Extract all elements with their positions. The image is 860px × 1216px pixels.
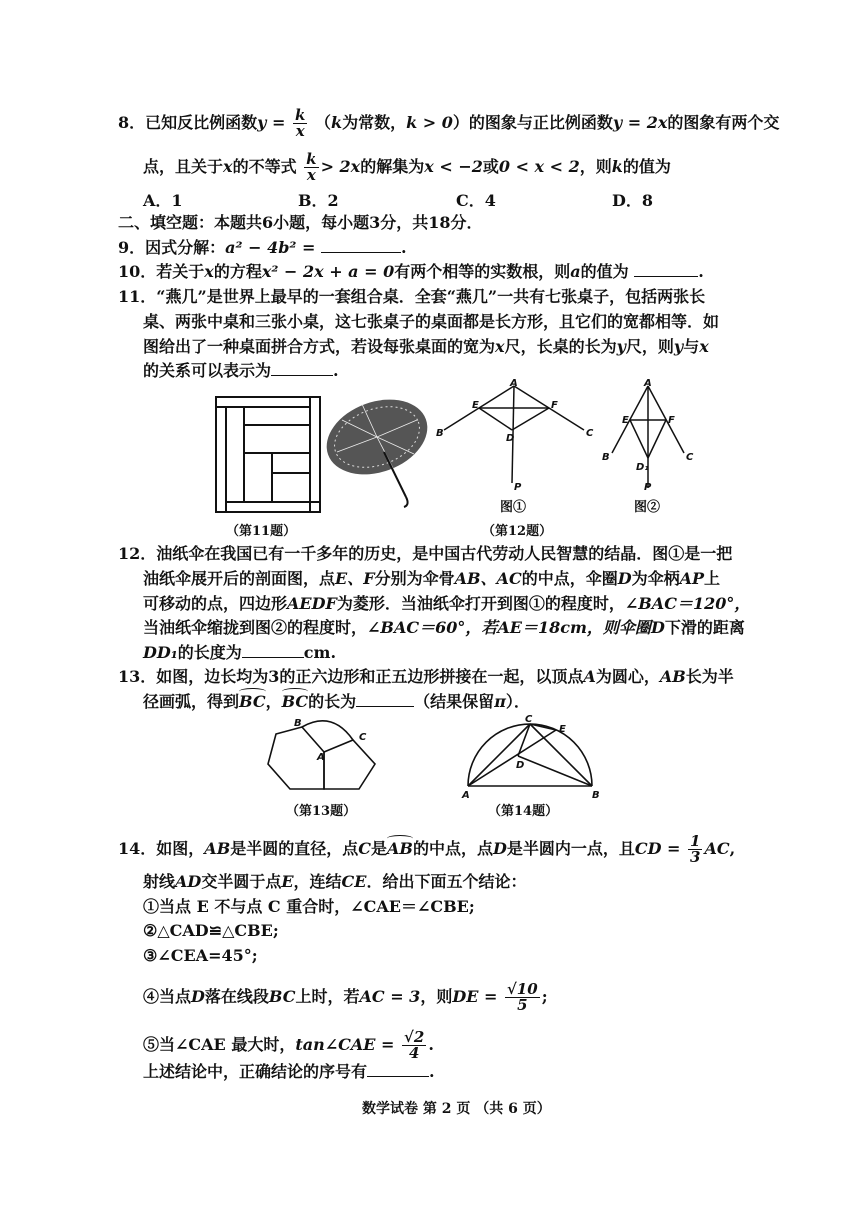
page-footer: 数学试卷 第 2 页 （共 6 页） (362, 1101, 551, 1117)
arc-bc: BC (239, 692, 266, 711)
q14-conclusion-5: ⑤当∠CAE 最大时，tan∠CAE = $\frac{√2}{4}$ . (143, 1028, 434, 1062)
q11-line1: 11．“燕几”是世界上最早的一套组合桌．全套“燕几”一共有七张桌子，包括两张长 (118, 287, 706, 306)
answer-blank[interactable] (367, 1062, 429, 1077)
q11-line2: 桌、两张中桌和三张小桌，这七张桌子的桌面都是长方形，且它们的宽都相等．如 (143, 312, 720, 331)
svg-text:C: C (359, 732, 367, 743)
svg-text:D: D (506, 433, 515, 444)
q11-line3: 图给出了一种桌面拼合方式，若设每张桌面的宽为x尺，长桌的长为y尺，则y与x (143, 337, 709, 356)
q8-option-c: C．4 (456, 191, 496, 210)
q8-line1: 8．已知反比例函数y = $\frac{k}{x}$ （k为常数，k > 0）的图象与正比例函数y = 2x的图象有两个交 (118, 106, 780, 140)
caption-figure-14: （第14题） (488, 804, 559, 819)
svg-text:A: A (510, 378, 518, 389)
q13-line1: 13．如图，边长均为3的正六边形和正五边形拼接在一起，以顶点A为圆心，AB长为半 (118, 667, 734, 686)
svg-text:A: A (644, 378, 652, 389)
q11-line4: 的关系可以表示为 . (143, 361, 339, 380)
arc-ab: AB (387, 839, 413, 858)
figure-11-tables (214, 395, 324, 517)
svg-text:C: C (525, 714, 533, 725)
figure-12-1-umbrella-opened (432, 378, 602, 498)
svg-text:F: F (551, 400, 558, 411)
q10: 10．若关于x的方程x² − 2x + a = 0有两个相等的实数根，则a的值为 . (118, 262, 704, 281)
svg-text:B: B (592, 790, 600, 800)
q12-line4: 当油纸伞缩拢到图②的程度时，∠BAC＝60°，若AE＝18cm，则伞圈D下滑的距离 (143, 618, 745, 637)
q12-line5: DD₁的长度为 cm. (143, 643, 337, 662)
answer-blank[interactable] (271, 361, 333, 376)
q8-option-a: A．1 (143, 191, 183, 210)
q14-conclusion-2: ②△CAD≌△CBE; (143, 921, 279, 940)
q8-option-d: D．8 (612, 191, 654, 210)
fraction-k-x: $\frac{k}{x}$ (295, 106, 306, 140)
q14-final: 上述结论中，正确结论的序号有 . (143, 1062, 435, 1081)
svg-text:B: B (294, 718, 302, 729)
q14-line1: 14．如图，AB是半圆的直径，点C是AB的中点，点D是半圆内一点，且CD = $\frac{1}{3}$ AC, (118, 832, 736, 866)
q9: 9．因式分解：a² − 4b² = . (118, 238, 407, 257)
fraction-sqrt2-over-4: $\frac{√2}{4}$ (404, 1028, 425, 1062)
svg-text:A: A (462, 790, 470, 800)
svg-text:E: E (622, 415, 629, 426)
q12-line3: 可移动的点，四边形AEDF为菱形．当油纸伞打开到图①的程度时，∠BAC＝120°， (143, 594, 751, 613)
q14-conclusion-3: ③∠CEA=45°; (143, 946, 258, 965)
answer-blank[interactable] (242, 643, 304, 658)
q8-line2: 点，且关于x的不等式 $\frac{k}{x}$ > 2x的解集为x < −2或0 < x < 2，则k的值为 (143, 150, 671, 184)
svg-text:P: P (644, 482, 652, 493)
q8-option-b: B．2 (298, 191, 339, 210)
svg-text:C: C (586, 428, 594, 439)
answer-blank[interactable] (634, 262, 698, 277)
caption-figure-13: （第13题） (286, 804, 357, 819)
q14-line2: 射线AD交半圆于点E，连结CE．给出下面五个结论： (143, 872, 527, 891)
figure-12-2-label: 图② (634, 500, 661, 515)
answer-blank[interactable] (321, 238, 401, 253)
section-heading: 二、填空题：本题共6小题，每小题3分，共18分． (118, 213, 483, 232)
q14-conclusion-4: ④当点D落在线段BC上时，若AC = 3，则DE = $\frac{√10}{5}$ ; (143, 980, 548, 1014)
q14-conclusion-1: ①当点 E 不与点 C 重合时，∠CAE＝∠CBE; (143, 897, 475, 916)
q12-line1: 12．油纸伞在我国已有一千多年的历史，是中国古代劳动人民智慧的结晶．图①是一把 (118, 544, 733, 563)
svg-text:A: A (317, 752, 325, 763)
caption-figure-11: （第11题） (226, 524, 297, 539)
figure-13-hexagon-pentagon (262, 712, 392, 798)
svg-text:P: P (514, 482, 522, 493)
figure-14-semicircle (460, 712, 602, 800)
svg-text:D: D (516, 760, 525, 771)
fraction-sqrt10-over-5: $\frac{√10}{5}$ (506, 980, 538, 1014)
figure-12-2-umbrella-closed (598, 378, 698, 498)
figure-12-1-label: 图① (500, 500, 527, 515)
svg-text:D₁: D₁ (636, 462, 649, 473)
arc-bc: BC (281, 692, 309, 711)
fraction-one-third: $\frac{1}{3}$ (690, 832, 701, 866)
svg-text:F: F (668, 415, 675, 426)
svg-text:E: E (559, 724, 566, 735)
fraction-k-x-2: $\frac{k}{x}$ (306, 150, 317, 184)
svg-text:E: E (472, 400, 479, 411)
svg-text:C: C (686, 452, 694, 463)
umbrella-picture (322, 392, 432, 510)
q12-line2: 油纸伞展开后的剖面图，点E、F分别为伞骨AB、AC的中点，伞圈D为伞柄AP上 (143, 569, 721, 588)
q13-line2: 径画弧，得到BC，BC的长为 （结果保留π）． (143, 692, 530, 711)
answer-blank[interactable] (356, 692, 414, 707)
svg-text:B: B (436, 428, 444, 439)
caption-figure-12: （第12题） (482, 524, 553, 539)
svg-text:B: B (602, 452, 610, 463)
